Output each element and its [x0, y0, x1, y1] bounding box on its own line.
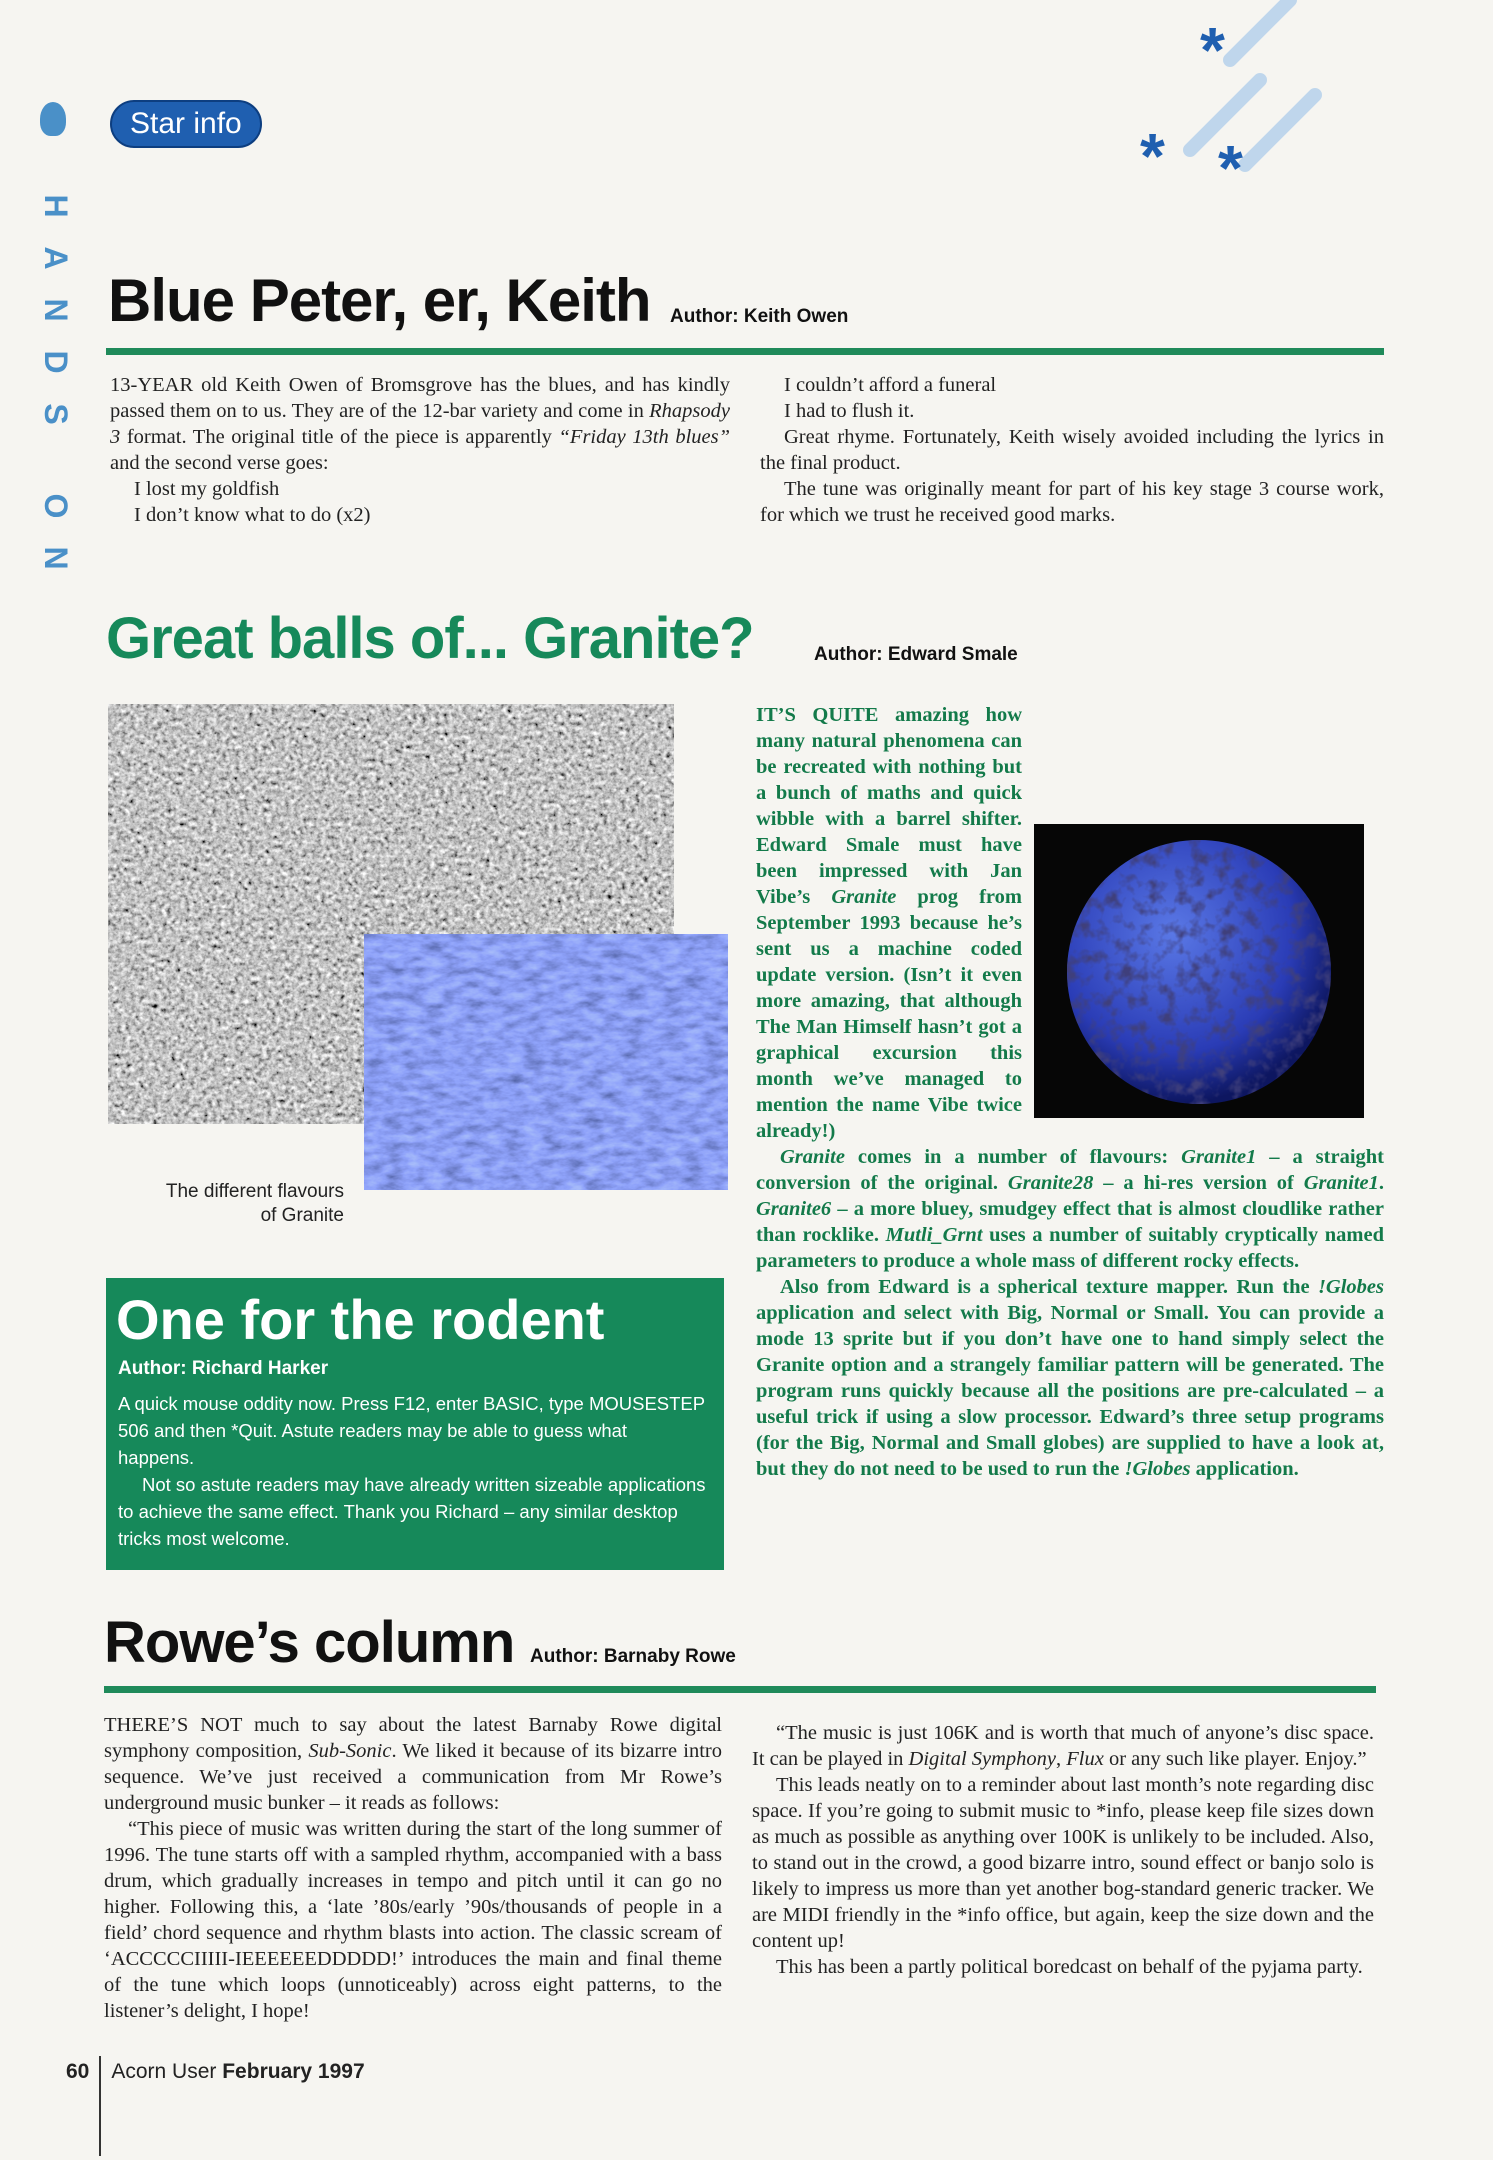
- side-letter: O: [38, 493, 74, 519]
- article-byline: Author: Barnaby Rowe: [530, 1646, 736, 1667]
- paragraph: The tune was originally meant for part of his key stage 3 course work, for which we trust he received good marks.: [760, 478, 1384, 526]
- article-column: [760, 372, 1384, 528]
- sidebar-text: [106, 1380, 724, 1552]
- side-letter: A: [38, 246, 74, 270]
- paragraph: A quick mouse oddity now. Press F12, enter BASIC, type MOUSESTEP 506 and then *Quit. Astute readers may be able to guess what happens.: [118, 1393, 705, 1468]
- side-letter: N: [38, 546, 74, 570]
- verse-line: I couldn’t afford a funeral: [784, 374, 997, 396]
- sidebar-box: [106, 1278, 724, 1570]
- svg-text:*: *: [1140, 120, 1165, 192]
- footer-divider: [99, 2056, 101, 2156]
- granite-blue-image: [364, 934, 728, 1190]
- article-title: Great balls of... Granite?: [106, 606, 754, 671]
- paragraph: This leads neatly on to a reminder about last month’s note regarding disc space. If you’re going to submit music to *info, please keep file sizes down as much as possible as anything over 100K is unlikely to be included. Also, to stand out in the crowd, a good bizarre intro, sound effect or banjo solo is likely to impress us more than yet another bog-standard generic tracker. We are MIDI friendly in the *info office, but again, keep the size down and the content up!: [752, 1774, 1374, 1952]
- side-section-label: [38, 180, 74, 584]
- side-letter: D: [38, 350, 74, 374]
- verse-line: I had to flush it.: [784, 400, 915, 422]
- verse-line: I lost my goldfish: [134, 478, 280, 500]
- paragraph: “This piece of music was written during the start of the long summer of 1996. The tune starts off with a sampled rhythm, accompanied with a bass drum, which gradually increases in tempo and pitch until it can go no higher. Following this, a ‘late ’80s/early ’90s/thousands of people in a field’ chord sequence and rhythm blasts into action. The classic scream of ‘ACCCCCIIIII-IEEEEEEDDDDD!’ introduces the main and final theme of the tune which loops (unnoticeably) across eight patterns, to the listener’s delight, I hope!: [104, 1818, 722, 2022]
- article-column: 13-YEAR old Keith Owen of Bromsgrove has the blues, and has kindly passed them on to us. They are of the 12-bar variety and come in Rhapsody 3 format. The original title of the piece is apparently “Friday 13th blues” and the second verse goes: I lost my goldfish I don’t know what to do (x2): [110, 374, 730, 526]
- page-number: 60: [66, 2060, 90, 2083]
- sidebar-title: One for the rodent: [116, 1288, 605, 1351]
- paragraph: This has been a partly political boredcast on behalf of the pyjama party.: [776, 1956, 1363, 1978]
- title-rule: [106, 348, 1384, 355]
- side-letter: N: [38, 298, 74, 322]
- article-title: Rowe’s column: [104, 1610, 515, 1675]
- paragraph: Not so astute readers may have already written sizeable applications to achieve the same effect. Thank you Richard – any similar desktop tricks most welcome.: [118, 1474, 706, 1549]
- image-caption: The different flavours of Granite: [165, 1181, 344, 1226]
- side-letter: H: [38, 194, 74, 218]
- svg-text:*: *: [1218, 132, 1243, 200]
- sidebar-byline: Author: Richard Harker: [118, 1358, 329, 1379]
- article-column: IT’S QUITE amazing how many natural phenomena can be recreated with nothing but a bunch of maths and quick wibble with a barrel shifter. Edward Smale must have been impressed with Jan Vibe’s Granite prog from September 1993 because he’s sent us a machine coded update version. (Isn’t it even more amazing, that although The Man Himself hasn’t got a graphical excursion this month we’ve managed to mention the name Vibe twice already!) Granite comes in a number of flavours: Granite1 – a straight conversion of the original. Granite28 – a hi-res version of Granite1. Granite6 – a more bluey, smudgey effect that is almost cloudlike rather than rocklike. Mutli_Grnt uses a number of suitably cryptically named parameters to produce a whole mass of different rocky effects. Also from Edward is a spherical texture mapper. Run the !Globes application and select with Big, Normal or Small. You can provide a mode 13 sprite but if you don’t have one to hand simply select the Granite option and a strangely familiar pattern will be generated. The program runs quickly because all the positions are pre-calculated – a useful trick if using a slow processor. Edward’s three setup programs (for the Big, Normal and Small globes) are supplied to have a look at, but they do not need to be used to run the !Globes application.: [756, 704, 1385, 1480]
- article-byline: Author: Edward Smale: [814, 644, 1018, 665]
- article-column: THERE’S NOT much to say about the latest Barnaby Rowe digital symphony composition, Sub-Sonic. We liked it because of its bizarre intro sequence. We’ve just received a communication from Mr Rowe’s underground music bunker – it reads as follows: “This piece of music was written during the start of the long summer of 1996. The tune starts off with a sampled rhythm, accompanied with a bass drum, which gradually increases in tempo and pitch until it can go no higher. Following this, a ‘late ’80s/early ’90s/thousands of people in a field’ chord sequence and rhythm blasts into action. The classic scream of ‘ACCCCCIIIII-IEEEEEEDDDDD!’ introduces the main and final theme of the tune which loops (unnoticeably) across eight patterns, to the listener’s delight, I hope!: [104, 1714, 722, 2022]
- verse-line: I don’t know what to do (x2): [134, 504, 371, 526]
- globe-float-spacer: [1036, 798, 1384, 1098]
- article-byline: Author: Keith Owen: [670, 306, 849, 327]
- title-rule: [104, 1686, 1376, 1693]
- section-pill-star-info: Star info: [110, 100, 262, 148]
- svg-text:*: *: [1200, 14, 1225, 86]
- paragraph: Great rhyme. Fortunately, Keith wisely avoided including the lyrics in the final product.: [760, 426, 1384, 474]
- issue-date: February 1997: [222, 2060, 365, 2083]
- article-title: Blue Peter, er, Keith: [108, 267, 651, 334]
- side-letter: S: [38, 403, 74, 425]
- decorative-stars-icon: [1100, 0, 1360, 200]
- article-column: “The music is just 106K and is worth that much of anyone’s disc space. It can be played in Digital Symphony, Flux or any such like player. Enjoy.” This leads neatly on to a reminder about last month’s note regarding disc space. If you’re going to submit music to *info, please keep file sizes down as much as possible as anything over 100K is unlikely to be included. Also, to stand out in the crowd, a good bizarre intro, sound effect or banjo solo is likely to impress us more than yet another bog-standard generic tracker. We are MIDI friendly in the *info office, but again, keep the size down and the content up! This has been a partly political boredcast on behalf of the pyjama party.: [752, 1722, 1374, 1978]
- side-letter-gap: [36, 442, 76, 478]
- page-footer: [66, 2060, 365, 2160]
- magazine-name: Acorn User: [111, 2060, 217, 2083]
- acorn-logo-icon: [40, 102, 66, 136]
